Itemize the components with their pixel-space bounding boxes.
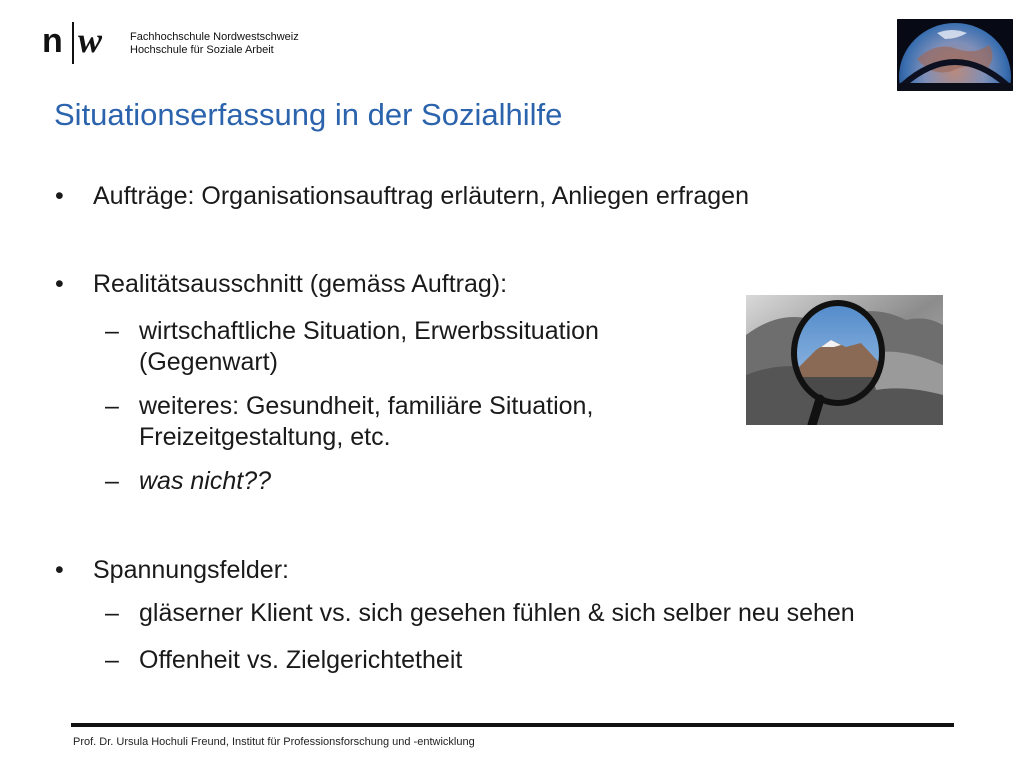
nw-logo-mark [42, 22, 120, 66]
sub-item-line-2: (Gegenwart) [139, 348, 278, 376]
sub-item-line-1: wirtschaftliche Situation, Erwerbssituation [139, 317, 599, 345]
sub-item-offenheit [105, 645, 462, 676]
bullet-mark: • [55, 270, 64, 298]
sub-item-line-1: Offenheit vs. Zielgerichtetheit [139, 646, 463, 674]
dash-mark: – [105, 599, 119, 627]
bullet-text: Realitätsausschnitt (gemäss Auftrag): [93, 270, 508, 298]
sub-item-glaeserner-klient [105, 598, 855, 629]
bullet-item-realitaetsausschnitt [55, 269, 507, 300]
sub-item-line-1: weiteres: Gesundheit, familiäre Situation, [139, 392, 594, 420]
bullet-item-spannungsfelder [55, 555, 289, 586]
dash-mark: – [105, 392, 119, 420]
dash-mark: – [105, 317, 119, 345]
logo-letter-n: n [42, 22, 63, 60]
magnifier-icon [746, 295, 943, 425]
logo-letter-w: w [78, 20, 103, 60]
sub-item-line-1: was nicht?? [139, 467, 272, 495]
footer-divider [71, 723, 954, 727]
bullet-mark: • [55, 182, 64, 210]
earth-from-space-image [897, 19, 1013, 91]
bullet-text: Spannungsfelder: [93, 556, 289, 584]
logo-line-2: Hochschule für Soziale Arbeit [130, 44, 274, 56]
bullet-item-auftraege [55, 181, 749, 212]
dash-mark: – [105, 467, 119, 495]
bullet-mark: • [55, 556, 64, 584]
footer-text: Prof. Dr. Ursula Hochuli Freund, Institut für Professionsforschung und -entwicklung [73, 736, 475, 748]
logo-line-1: Fachhochschule Nordwestschweiz [130, 31, 299, 43]
magnifying-glass-mountain-image [746, 295, 943, 425]
fhnw-logo [42, 22, 299, 66]
sub-item-weiteres [105, 391, 593, 453]
logo-text [130, 31, 299, 57]
sub-item-line-2: Freizeitgestaltung, etc. [139, 423, 391, 451]
bullet-text: Aufträge: Organisationsauftrag erläutern, Anliegen erfragen [93, 182, 749, 210]
logo-divider [72, 22, 74, 64]
sub-item-was-nicht [105, 466, 271, 497]
slide-title: Situationserfassung in der Sozialhilfe [54, 97, 563, 132]
sub-item-wirtschaftlich [105, 316, 599, 378]
sub-item-line-1: gläserner Klient vs. sich gesehen fühlen & sich selber neu sehen [139, 599, 855, 627]
dash-mark: – [105, 646, 119, 674]
earth-icon [897, 19, 1013, 91]
